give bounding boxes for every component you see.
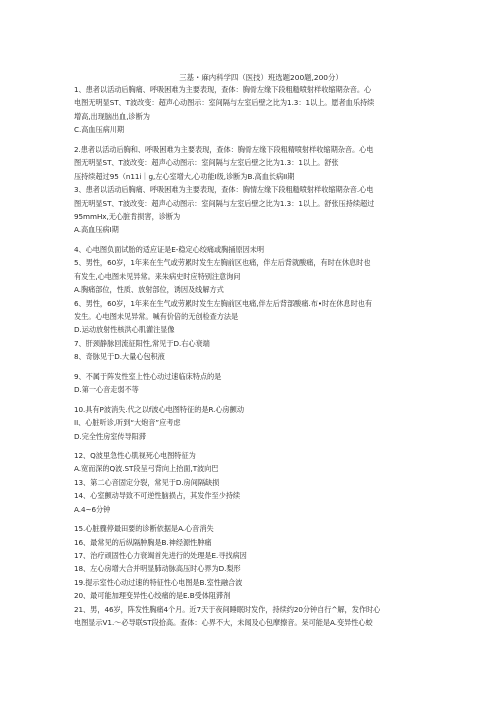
question-block-2 bbox=[74, 143, 442, 237]
answer-line: C.高血压病川期 bbox=[74, 125, 125, 135]
text-line: 压持续超过95（n11i｜g,左心室增大,心功能I级,诊断为B.高血长病II期 bbox=[74, 171, 295, 181]
text-line: 95mmHx,无心脏肯损害，诊断为 bbox=[74, 211, 181, 221]
text-line: 有发生,心电图未见异常。来朱病史时应特别注意询问 bbox=[74, 271, 241, 281]
text-line: 发生。心电图未见异常。喊有价倍的无创检查方法是 bbox=[74, 312, 239, 321]
text-line: 18、左心房增大合并明显肺动脉高压时心界为D.梨形 bbox=[74, 564, 241, 574]
question-block-1 bbox=[74, 83, 442, 137]
answer-line: A.4~6分钟 bbox=[74, 504, 111, 514]
text-line: 图无明显ST、T波改变：超声心动图示：室间隔与左室后壁之比为1.3：1以上。舒张 bbox=[74, 158, 339, 168]
question-block-6 bbox=[74, 449, 442, 516]
answer-line: D.完全性房室传导阳滞 bbox=[74, 431, 146, 441]
answer-line: D.第一心音走弱不等 bbox=[74, 385, 139, 395]
text-line: 4、心电图负面试胎的适应证是E-稳定心绞痛或胸捅原因未明 bbox=[74, 244, 264, 254]
text-line: 3、患者以活动后胸痛、呼吸困难为主要表现，查体：胸情左缘下段粗糙喷射样收缩期杂音.心电 bbox=[74, 185, 374, 195]
text-line: 16、最常见的后纵隔肿胸是B.神经源性肿痛 bbox=[74, 537, 212, 547]
answer-line: A.高血压病I期 bbox=[74, 225, 119, 235]
text-line: 19.提示室性心动过速的特征性心电图是B.室性融合波 bbox=[74, 577, 243, 587]
text-line: 6、男性，60岁，1年来在生气或劳累时发生左胸前区电痛,伴左后背部酸痛.布•时在休息时也有 bbox=[74, 298, 372, 308]
question-block-3 bbox=[74, 243, 442, 364]
text-line: 1、患者以活动后胸痛、呼吸困难为主要表现，查体：胸骨左缘下段粗糙喷射样收缩期杂音。心 bbox=[74, 85, 372, 94]
text-line: 电图无明显ST、T波改变：超声心动图示：室间隔与左室后壁之比为1.3：1以上。愿者血乐持续 bbox=[74, 98, 375, 108]
text-line: II、心脏听诊,听到“大炮音”应考虑 bbox=[74, 418, 181, 428]
text-line: 14、心室颤动导致不可逆性脑损占，其发作至少持续 bbox=[74, 491, 241, 501]
text-line: 图无明显ST、T波改变：超声心动图示：室间隔与左室后壁之比为1.3：1以上。舒张压持续超过 bbox=[74, 198, 375, 208]
text-line: 13、第二心音固定分裂，常见于D.房间隔缺损 bbox=[74, 477, 220, 487]
question-block-5 bbox=[74, 403, 442, 443]
text-line: 7、肝颈静脉回流征阳性,常见于D.右心衰端 bbox=[74, 338, 210, 348]
text-line: 增高,出现脑出血,诊断为 bbox=[74, 111, 150, 121]
document-title: 三基・麻内科学四（医技）班选题200题,200分） bbox=[179, 73, 343, 82]
text-line: 12、Q波里急性心肌视死心电图特征为 bbox=[74, 450, 196, 460]
text-line: 20、最可能加理变异性心绞痛的是E.B受体阻滞剂 bbox=[74, 591, 231, 601]
answer-line: A.胸痛部位，性质、放射部位，诱因及线解方式 bbox=[74, 285, 224, 295]
text-line: 15.心脏骤停最田要的诊断依据是A.心音消失 bbox=[74, 524, 214, 534]
text-line: 10.具有P波消失.代之以f波心电图特征的是R.心房颤动 bbox=[74, 404, 244, 414]
text-line: 21、男，46岁，阵发性胸痛4个月。近7天于夜间睡眠时发作，持续约20分钟自行^解，发作时心 bbox=[74, 604, 381, 614]
answer-line: D.运动放射性核洪心肌灌注显像 bbox=[74, 325, 175, 335]
question-block-7 bbox=[74, 522, 442, 630]
text-line: 9、不属于阵发性室上性心动过速临床特点的是 bbox=[74, 371, 222, 381]
text-line: 2.患者以活动后胸和、呼吸困难为主要表现，查体：胸骨左缘下段粗精喷射样收缩期杂音。心电 bbox=[74, 144, 374, 154]
text-line: 8、奇脉见于D.大量心包积液 bbox=[74, 352, 165, 362]
question-block-4 bbox=[74, 370, 442, 397]
text-line: 17、治疗顽固性心力衰竭首先进行的处理是E.寻找病因 bbox=[74, 551, 247, 560]
text-line: 电图显示V1.〜必导联ST段拾高。查体：心界不大，未闻及心包摩擦音。呆可能是A.变异性心蛟 bbox=[74, 618, 373, 628]
answer-line: A.宽而深的Q波.ST段呈弓背向上抬面,T波向巴 bbox=[74, 464, 219, 474]
text-line: 5、男性，60岁，1年来在生气或劳累时发生左胸前区也痛，伴左后背就酸痛，有时在休息时也 bbox=[74, 258, 371, 268]
